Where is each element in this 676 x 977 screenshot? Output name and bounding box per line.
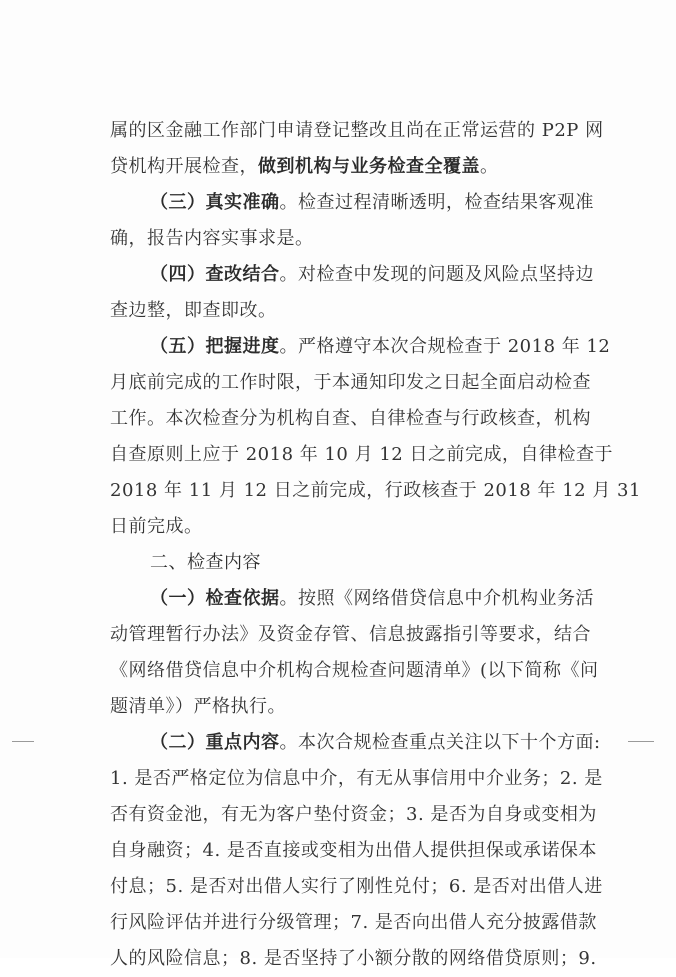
text-span: 贷机构开展检查， <box>110 156 258 177</box>
text-line <box>110 293 277 329</box>
text-span: 人的风险信息；8. 是否坚持了小额分散的网络借贷原则；9. <box>110 948 597 969</box>
subheading-five: （五）把握进度 <box>150 336 280 357</box>
text-span: 1. 是否严格定位为信息中介，有无从事信用中介业务；2. 是 <box>110 768 603 789</box>
subheading-four: （四）查改结合 <box>150 264 280 285</box>
text-line <box>110 221 314 257</box>
subheading-two: （二）重点内容 <box>150 732 280 753</box>
text-line <box>110 149 499 185</box>
subheading-one: （一）检查依据 <box>150 588 280 609</box>
text-span: 《网络借贷信息中介机构合规检查问题清单》(以下简称《问 <box>110 660 599 681</box>
text-span: 否有资金池，有无为客户垫付资金；3. 是否为自身或变相为 <box>110 804 597 825</box>
text-line <box>110 797 597 833</box>
text-span: 工作。本次检查分为机构自查、自律检查与行政核查，机构 <box>110 408 591 429</box>
text-span: 。严格遵守本次合规检查于 2018 年 12 <box>279 336 611 357</box>
text-line <box>150 725 601 761</box>
text-line <box>150 185 594 221</box>
scan-mark-left <box>12 741 34 742</box>
text-line <box>110 401 591 437</box>
text-span: 自查原则上应于 2018 年 10 月 12 日之前完成，自律检查于 <box>110 444 613 465</box>
text-span: 属的区金融工作部门申请登记整改且尚在正常运营的 P2P 网 <box>110 120 604 141</box>
subheading-three: （三）真实准确 <box>150 192 280 213</box>
text-span: 查边整，即查即改。 <box>110 300 277 321</box>
text-span: 2018 年 11 月 12 日之前完成，行政核查于 2018 年 12 月 31 <box>110 480 641 501</box>
text-span: 自身融资；4. 是否直接或变相为出借人提供担保或承诺保本 <box>110 840 597 861</box>
emphasis-text: 做到机构与业务检查全覆盖 <box>258 156 480 177</box>
text-line <box>110 869 603 905</box>
text-line <box>110 941 597 977</box>
text-span: 。对检查中发现的问题及风险点坚持边 <box>279 264 594 285</box>
text-line <box>110 653 599 689</box>
text-span: 动管理暂行办法》及资金存管、信息披露指引等要求，结合 <box>110 624 591 645</box>
text-span: 确，报告内容实事求是。 <box>110 228 314 249</box>
text-span: 。检查过程清晰透明，检查结果客观准 <box>279 192 594 213</box>
text-span: 行风险评估并进行分级管理；7. 是否向出借人充分披露借款 <box>110 912 597 933</box>
text-span: 月底前完成的工作时限，于本通知印发之日起全面启动检查 <box>110 372 591 393</box>
text-line <box>110 833 597 869</box>
text-line <box>110 437 613 473</box>
text-span: 日前完成。 <box>110 516 203 537</box>
text-span: 。按照《网络借贷信息中介机构业务活 <box>279 588 594 609</box>
section-heading: 二、检查内容 <box>150 552 261 573</box>
text-line <box>110 761 603 797</box>
text-line <box>110 509 203 545</box>
text-span: 。本次合规检查重点关注以下十个方面: <box>279 732 601 753</box>
text-line <box>150 329 610 365</box>
text-line <box>110 473 641 509</box>
text-line <box>150 581 594 617</box>
text-line <box>110 905 597 941</box>
text-line <box>150 257 594 293</box>
text-span: 付息；5. 是否对出借人实行了刚性兑付；6. 是否对出借人进 <box>110 876 603 897</box>
text-line <box>110 689 286 725</box>
text-line <box>110 365 591 401</box>
text-line <box>110 113 604 149</box>
text-line <box>110 617 591 653</box>
text-span: 。 <box>480 156 499 177</box>
text-line <box>150 545 261 581</box>
scan-mark-right <box>628 741 654 742</box>
text-span: 题清单》）严格执行。 <box>110 696 286 717</box>
